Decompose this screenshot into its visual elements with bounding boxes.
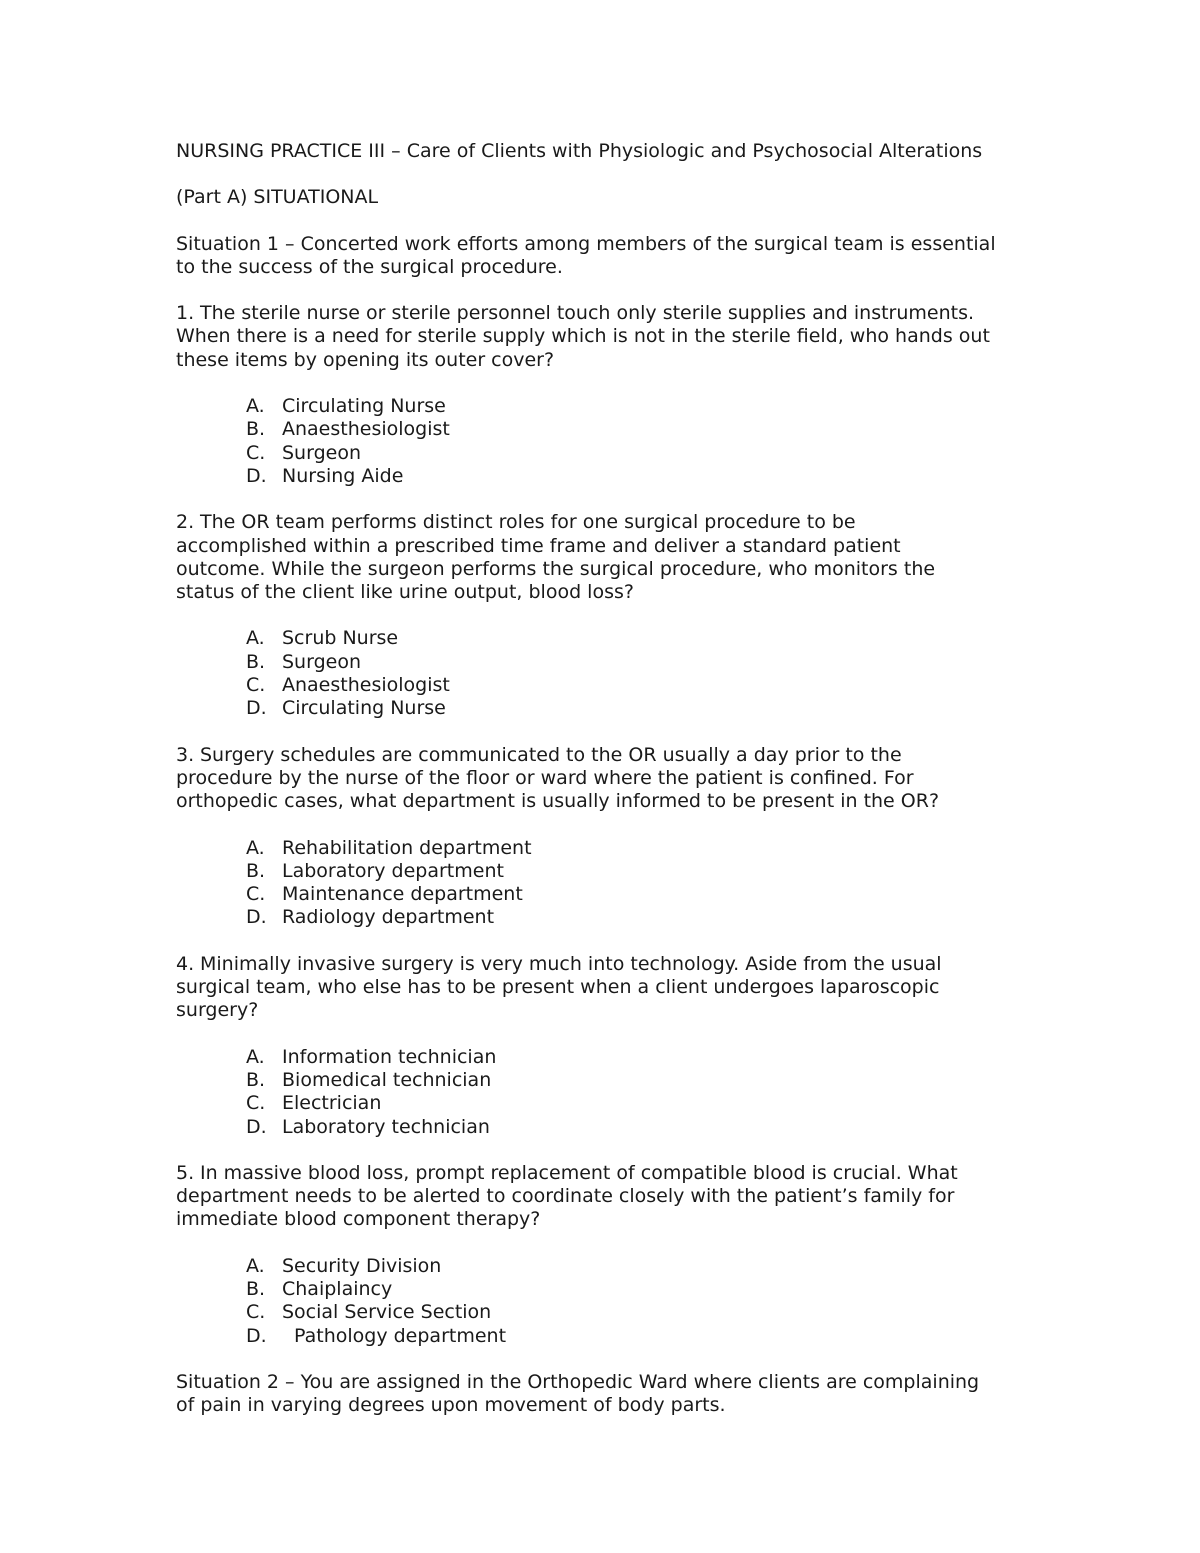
- question-4: [176, 953, 1046, 1139]
- answer-option: [246, 1069, 1046, 1092]
- situation-1-line: Situation 1 – Concerted work efforts among members of the surgical team is essential: [176, 232, 996, 255]
- question-number: 2.: [176, 511, 195, 534]
- option-text: Anaesthesiologist: [282, 674, 450, 697]
- question-text-line: When there is a need for sterile supply which is not in the sterile field, who hands out: [176, 325, 990, 348]
- option-letter: A.: [246, 627, 265, 650]
- question-number: 5.: [176, 1161, 195, 1184]
- answer-options: [176, 837, 1046, 930]
- option-text: Maintenance department: [282, 883, 523, 906]
- option-letter: D.: [246, 906, 267, 929]
- question-3: [176, 744, 1046, 930]
- question-text-line: The sterile nurse or sterile personnel touch only sterile supplies and instruments.: [200, 302, 975, 325]
- option-text: Social Service Section: [282, 1301, 492, 1324]
- answer-option: [246, 674, 1046, 697]
- answer-options: [176, 1255, 1046, 1348]
- option-text: Circulating Nurse: [282, 697, 446, 720]
- answer-option: [246, 1046, 1046, 1069]
- question-text-line: outcome. While the surgeon performs the surgical procedure, who monitors the: [176, 557, 936, 580]
- answer-option: [246, 651, 1046, 674]
- option-letter: B.: [246, 859, 266, 882]
- question-text-line: Minimally invasive surgery is very much into technology. Aside from the usual: [200, 952, 942, 975]
- situation-1: [176, 233, 1046, 280]
- answer-option: [246, 1255, 1046, 1278]
- question-text-line: Surgery schedules are communicated to the OR usually a day prior to the: [200, 743, 902, 766]
- question-text-line: procedure by the nurse of the floor or ward where the patient is confined. For: [176, 766, 914, 789]
- answer-option: [246, 418, 1046, 441]
- answer-option: [246, 1092, 1046, 1115]
- question-5: [176, 1162, 1046, 1348]
- question-text-line: The OR team performs distinct roles for one surgical procedure to be: [200, 511, 856, 534]
- option-text: Pathology department: [294, 1324, 507, 1347]
- question-text-line: accomplished within a prescribed time frame and deliver a standard patient: [176, 534, 901, 557]
- option-text: Biomedical technician: [282, 1068, 492, 1091]
- option-text: Surgeon: [282, 650, 361, 673]
- option-letter: B.: [246, 1277, 266, 1300]
- question-number: 1.: [176, 302, 195, 325]
- answer-option: [246, 906, 1046, 929]
- answer-option: [246, 442, 1046, 465]
- question-text-line: immediate blood component therapy?: [176, 1208, 541, 1231]
- option-letter: C.: [246, 883, 266, 906]
- question-text-line: status of the client like urine output, blood loss?: [176, 581, 634, 604]
- option-letter: D.: [246, 1324, 267, 1347]
- answer-options: [176, 627, 1046, 720]
- question-text-line: department needs to be alerted to coordinate closely with the patient’s family for: [176, 1185, 955, 1208]
- option-letter: D.: [246, 697, 267, 720]
- option-text: Rehabilitation department: [282, 836, 532, 859]
- situation-2: [176, 1371, 1046, 1418]
- situation-2-line: of pain in varying degrees upon movement of body parts.: [176, 1394, 726, 1417]
- part-heading: (Part A) SITUATIONAL: [176, 186, 379, 209]
- answer-options: [176, 1046, 1046, 1139]
- option-text: Laboratory technician: [282, 1115, 490, 1138]
- option-text: Electrician: [282, 1092, 382, 1115]
- option-text: Information technician: [282, 1045, 497, 1068]
- option-text: Laboratory department: [282, 859, 504, 882]
- answer-option: [246, 627, 1046, 650]
- option-text: Anaesthesiologist: [282, 418, 450, 441]
- option-letter: B.: [246, 418, 266, 441]
- option-text: Chaiplaincy: [282, 1277, 393, 1300]
- option-letter: B.: [246, 1068, 266, 1091]
- option-letter: C.: [246, 1092, 266, 1115]
- option-letter: D.: [246, 464, 267, 487]
- answer-option: [246, 697, 1046, 720]
- answer-option: [246, 837, 1046, 860]
- question-text-line: In massive blood loss, prompt replacement of compatible blood is crucial. What: [200, 1161, 958, 1184]
- answer-option: [246, 1116, 1046, 1139]
- option-text: Scrub Nurse: [282, 627, 399, 650]
- option-letter: B.: [246, 650, 266, 673]
- option-letter: C.: [246, 441, 266, 464]
- answer-option: [246, 465, 1046, 488]
- option-text: Nursing Aide: [282, 464, 404, 487]
- option-letter: A.: [246, 1254, 265, 1277]
- answer-option: [246, 395, 1046, 418]
- question-text-line: orthopedic cases, what department is usually informed to be present in the OR?: [176, 790, 940, 813]
- option-text: Radiology department: [282, 906, 495, 929]
- document-page: [176, 140, 1046, 1417]
- document-title: NURSING PRACTICE III – Care of Clients with Physiologic and Psychosocial Alterations: [176, 140, 983, 162]
- question-text-line: these items by opening its outer cover?: [176, 348, 555, 371]
- option-letter: C.: [246, 1301, 266, 1324]
- situation-2-line: Situation 2 – You are assigned in the Orthopedic Ward where clients are complaining: [176, 1370, 980, 1393]
- option-letter: C.: [246, 674, 266, 697]
- answer-option: [246, 1325, 1046, 1348]
- question-text-line: surgery?: [176, 999, 259, 1022]
- option-text: Security Division: [282, 1254, 442, 1277]
- question-1: [176, 302, 1046, 488]
- question-2: [176, 511, 1046, 720]
- question-number: 3.: [176, 743, 195, 766]
- answer-options: [176, 395, 1046, 488]
- option-letter: A.: [246, 1045, 265, 1068]
- situation-1-line: to the success of the surgical procedure.: [176, 255, 563, 278]
- answer-option: [246, 860, 1046, 883]
- option-letter: A.: [246, 836, 265, 859]
- option-text: Surgeon: [282, 441, 361, 464]
- option-text: Circulating Nurse: [282, 395, 446, 418]
- answer-option: [246, 1301, 1046, 1324]
- question-text-line: surgical team, who else has to be present when a client undergoes laparoscopic: [176, 976, 940, 999]
- option-letter: D.: [246, 1115, 267, 1138]
- answer-option: [246, 1278, 1046, 1301]
- question-number: 4.: [176, 952, 195, 975]
- answer-option: [246, 883, 1046, 906]
- option-letter: A.: [246, 395, 265, 418]
